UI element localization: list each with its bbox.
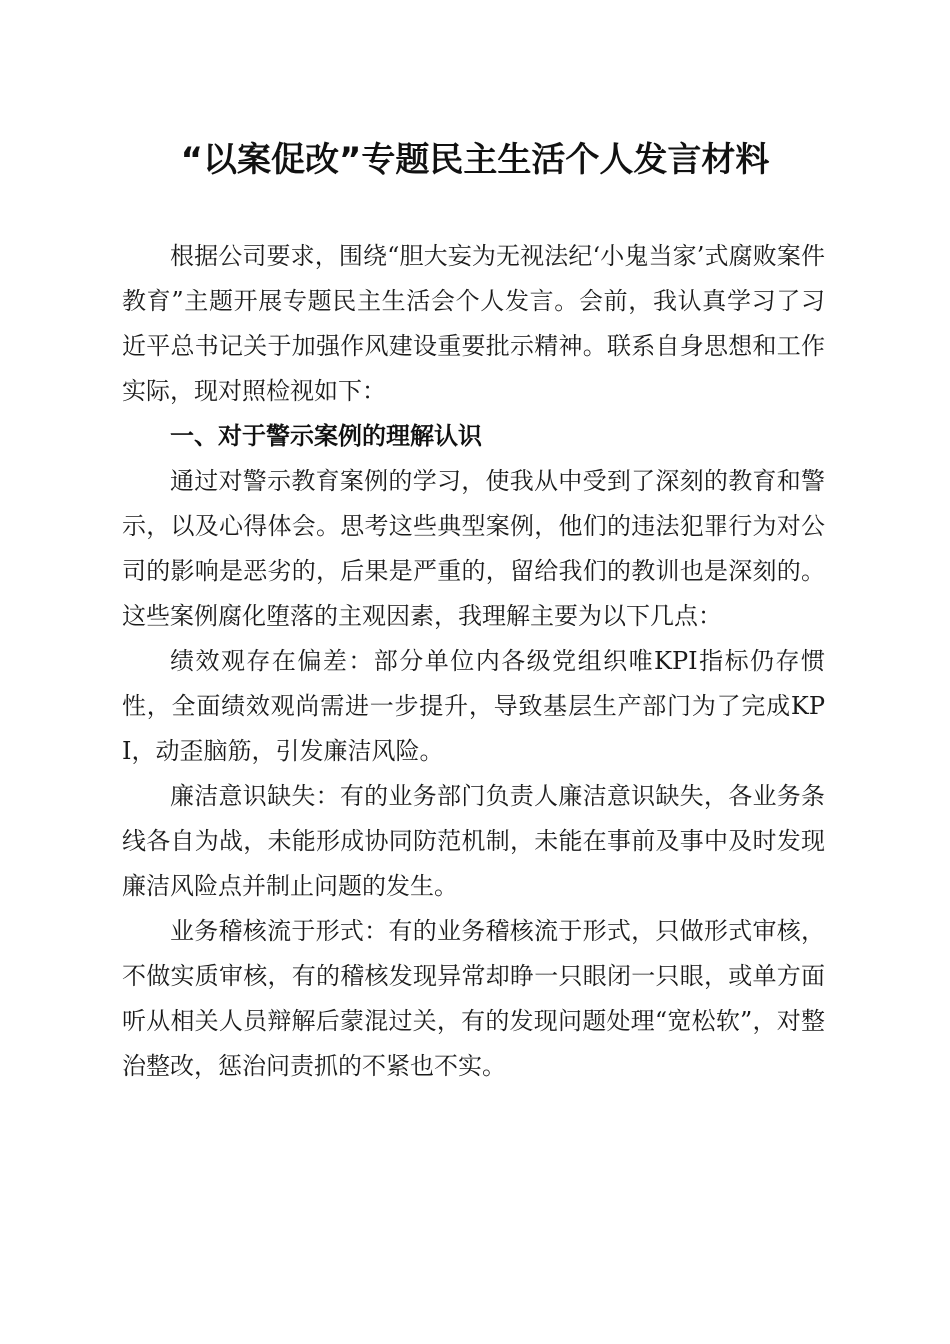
integrity-awareness-paragraph: 廉洁意识缺失：有的业务部门负责人廉洁意识缺失，各业务条线各自为战，未能形成协同防范机制，未能在事前及事中及时发现廉洁风险点并制止问题的发生。: [122, 782, 825, 900]
audit-formality-paragraph: 业务稽核流于形式：有的业务稽核流于形式，只做形式审核，不做实质审核，有的稽核发现异常却睁一只眼闭一只眼，或单方面听从相关人员辩解后蒙混过关，有的发现问题处理“宽松软”，对整治整改，惩治问责抓的不紧也不实。: [122, 917, 825, 1080]
document-body: [122, 234, 825, 1089]
intro-paragraph: 根据公司要求，围绕“胆大妄为无视法纪‘小鬼当家’式腐败案件教育”主题开展专题民主生活会个人发言。会前，我认真学习了习近平总书记关于加强作风建设重要批示精神。联系自身思想和工作实际，现对照检视如下：: [122, 242, 825, 405]
performance-view-paragraph: 绩效观存在偏差：部分单位内各级党组织唯KPI指标仍存惯性，全面绩效观尚需进一步提升，导致基层生产部门为了完成KPI，动歪脑筋，引发廉洁风险。: [122, 647, 825, 765]
document-title: “以案促改”专题民主生活个人发言材料: [180, 140, 770, 180]
case-study-paragraph: 通过对警示教育案例的学习，使我从中受到了深刻的教育和警示，以及心得体会。思考这些典型案例，他们的违法犯罪行为对公司的影响是恶劣的，后果是严重的，留给我们的教训也是深刻的。这些案例腐化堕落的主观因素，我理解主要为以下几点：: [122, 467, 825, 630]
section-heading: 一、对于警示案例的理解认识: [170, 422, 482, 450]
